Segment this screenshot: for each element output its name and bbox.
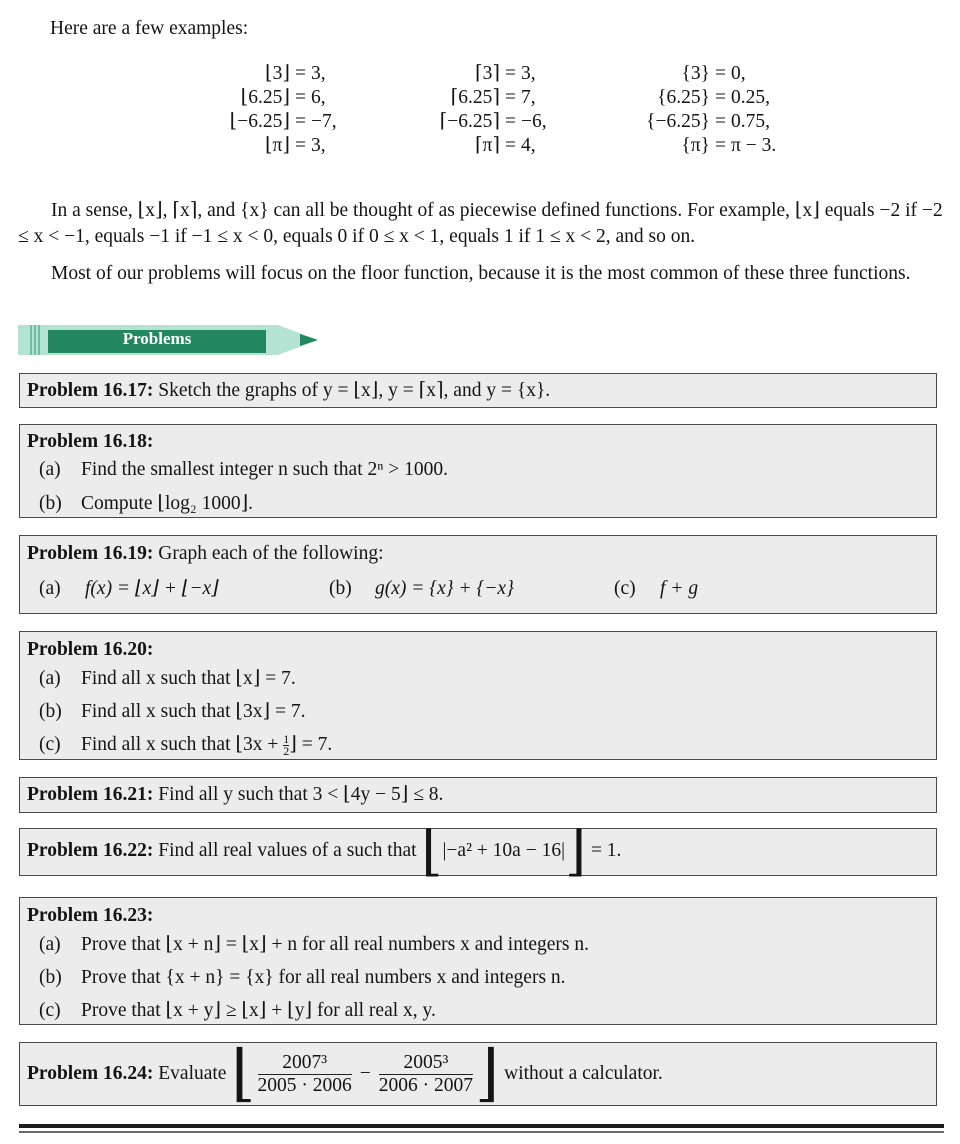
- problems-banner-label: Problems: [122, 329, 192, 348]
- equals-sign: =: [715, 111, 726, 132]
- part-text: [81, 730, 332, 759]
- part-label: (c): [39, 1000, 61, 1021]
- example-rhs: 3,: [521, 63, 536, 84]
- paragraph-piecewise-line1: In a sense, ⌊x⌋, ⌈x⌉, and {x} can all be thought of as piecewise defined functions. For example, ⌊x⌋: [51, 200, 820, 221]
- example-row: [400, 62, 547, 86]
- intro-text: Here are a few examples:: [50, 18, 249, 39]
- problem-16-20: [19, 631, 937, 760]
- fraction-denominator: 2005 · 2006: [257, 1074, 352, 1096]
- problem-part-a: [27, 664, 929, 693]
- problems-banner: [18, 323, 323, 357]
- part-label: (a): [39, 668, 61, 689]
- problem-number: Problem 16.22:: [27, 840, 154, 861]
- part-label: (b): [329, 578, 352, 599]
- problem-text: Find all real values of a such that: [158, 840, 417, 861]
- example-row: [590, 86, 776, 110]
- fractional-part-examples: [590, 62, 776, 158]
- problem-text-post: = 1.: [590, 840, 622, 861]
- part-text: g(x) = {x} + {−x}: [375, 578, 514, 599]
- example-row: [400, 134, 547, 158]
- fraction-1: [258, 1052, 352, 1097]
- example-lhs: {3}: [681, 63, 710, 84]
- problem-part-c: [27, 730, 929, 759]
- equals-sign: =: [715, 63, 726, 84]
- example-row: [200, 86, 337, 110]
- problem-text: Graph each of the following:: [158, 543, 384, 564]
- problem-part-b: [27, 490, 929, 518]
- problem-number: Problem 16.20:: [27, 639, 154, 660]
- part-text: f(x) = ⌊x⌋ + ⌊−x⌋: [85, 578, 219, 599]
- problem-part-a: [39, 574, 329, 604]
- example-rhs: π − 3.: [731, 135, 777, 156]
- problem-expression: |−a² + 10a − 16|: [442, 840, 565, 861]
- floor-bracket-left: ⌊: [421, 821, 443, 882]
- example-rhs: 7,: [521, 87, 536, 108]
- problem-part-c: [27, 996, 929, 1025]
- paragraph-piecewise-line2: equals −2 if −2 ≤ x < −1, equals −1 if −1 ≤ x < 0, equals 0 if 0 ≤ x < 1, equals 1 if 1 ≤ x < 2, and so on.: [18, 200, 943, 247]
- fraction-denominator: 2006 · 2007: [378, 1074, 474, 1096]
- paragraph-floor-focus: [18, 261, 948, 287]
- problem-16-23: [19, 897, 937, 1025]
- problem-text-post: without a calculator.: [504, 1063, 663, 1084]
- fraction-numerator: 1: [283, 732, 290, 747]
- example-rhs: 0.25,: [731, 87, 770, 108]
- problem-parts: [27, 574, 929, 604]
- example-rhs: 6,: [311, 87, 326, 108]
- part-label: (a): [39, 459, 61, 480]
- floor-bracket-right: ⌋: [475, 1040, 500, 1108]
- part-text: Find all x such that ⌊x⌋ = 7.: [81, 668, 296, 689]
- equals-sign: =: [505, 111, 516, 132]
- problem-16-17: [19, 373, 937, 408]
- example-row: [200, 134, 337, 158]
- problem-text: Find all y such that 3 < ⌊4y − 5⌋ ≤ 8.: [158, 784, 444, 805]
- part-text: Prove that {x + n} = {x} for all real numbers x and integers n.: [81, 967, 566, 988]
- equals-sign: =: [295, 63, 306, 84]
- fraction-2: [379, 1052, 473, 1097]
- paragraph-floor-focus-line2: functions.: [833, 263, 911, 284]
- part-text: Compute ⌊log₂ 1000⌋.: [81, 493, 254, 514]
- section-divider-thin: [19, 1131, 944, 1133]
- floor-bracket-right: ⌋: [564, 821, 587, 882]
- ceiling-examples: [400, 62, 547, 158]
- equals-sign: =: [295, 111, 306, 132]
- part-text: f + g: [660, 578, 699, 599]
- example-rhs: 3,: [311, 63, 326, 84]
- problem-16-21: [19, 777, 937, 813]
- problem-part-a: [27, 930, 929, 959]
- problem-part-c: [614, 574, 698, 604]
- section-divider-thick: [19, 1124, 944, 1128]
- part-label: (b): [39, 701, 62, 722]
- problem-16-22: [19, 821, 937, 882]
- example-lhs: ⌊6.25⌋: [240, 87, 290, 108]
- example-row: [400, 110, 547, 134]
- example-lhs: ⌊−6.25⌋: [229, 111, 290, 132]
- minus-sign: −: [359, 1063, 371, 1084]
- example-rhs: 4,: [521, 135, 536, 156]
- fraction-numerator: 2005³: [379, 1052, 473, 1075]
- floor-examples: [200, 62, 337, 158]
- example-row: [200, 110, 337, 134]
- problem-number: Problem 16.17:: [27, 380, 154, 401]
- equals-sign: =: [715, 135, 726, 156]
- part-label: (b): [39, 493, 62, 514]
- problem-16-18: [19, 424, 937, 518]
- part-label: (a): [39, 934, 61, 955]
- floor-bracket-left: ⌊: [231, 1040, 256, 1108]
- example-lhs: ⌈3⌉: [475, 63, 500, 84]
- part-text: Prove that ⌊x + y⌋ ≥ ⌊x⌋ + ⌊y⌋ for all real x, y.: [81, 1000, 436, 1021]
- problem-16-19: [19, 535, 937, 614]
- example-rhs: 0,: [731, 63, 746, 84]
- equals-sign: =: [295, 135, 306, 156]
- part-label: (a): [39, 578, 61, 599]
- part-label: (c): [39, 734, 61, 755]
- example-row: [590, 110, 776, 134]
- problem-number: Problem 16.23:: [27, 905, 154, 926]
- example-row: [590, 134, 776, 158]
- problem-text: Sketch the graphs of y = ⌊x⌋, y = ⌈x⌉, and y = {x}.: [158, 380, 551, 401]
- equals-sign: =: [505, 63, 516, 84]
- example-lhs: ⌊3⌋: [265, 63, 290, 84]
- paragraph-floor-focus-line1: Most of our problems will focus on the floor function, because it is the most common of these three: [51, 263, 829, 284]
- paragraph-piecewise: [18, 198, 948, 250]
- example-row: [200, 62, 337, 86]
- part-text: Prove that ⌊x + n⌋ = ⌊x⌋ + n for all real numbers x and integers n.: [81, 934, 590, 955]
- part-text: Find all x such that ⌊3x⌋ = 7.: [81, 701, 306, 722]
- example-lhs: {π}: [681, 135, 710, 156]
- example-lhs: ⌈6.25⌉: [450, 87, 500, 108]
- problem-part-b: [27, 963, 929, 992]
- problem-number: Problem 16.18:: [27, 431, 154, 452]
- equals-sign: =: [295, 87, 306, 108]
- problem-16-24: [19, 1042, 937, 1106]
- example-row: [590, 62, 776, 86]
- problem-number: Problem 16.24:: [27, 1063, 154, 1084]
- example-rhs: 3,: [311, 135, 326, 156]
- part-text-pre: Find all x such that ⌊3x +: [81, 734, 284, 755]
- example-lhs: {−6.25}: [646, 111, 710, 132]
- equals-sign: =: [505, 135, 516, 156]
- example-rhs: −6,: [521, 111, 547, 132]
- problem-part-a: [27, 456, 929, 484]
- example-rhs: 0.75,: [731, 111, 770, 132]
- example-lhs: {6.25}: [657, 87, 710, 108]
- equals-sign: =: [505, 87, 516, 108]
- example-lhs: ⌈−6.25⌉: [439, 111, 500, 132]
- problem-number: Problem 16.19:: [27, 543, 154, 564]
- problem-text: Evaluate: [158, 1063, 227, 1084]
- fraction-denominator: 2: [283, 744, 290, 759]
- part-text-post: ⌋ = 7.: [289, 734, 333, 755]
- equals-sign: =: [715, 87, 726, 108]
- part-text: Find the smallest integer n such that 2ⁿ > 1000.: [81, 459, 449, 480]
- example-row: [400, 86, 547, 110]
- problem-part-b: [329, 574, 614, 604]
- part-label: (c): [614, 578, 636, 599]
- example-lhs: ⌊π⌋: [264, 135, 290, 156]
- problem-number: Problem 16.21:: [27, 784, 154, 805]
- problem-part-b: [27, 697, 929, 726]
- part-label: (b): [39, 967, 62, 988]
- example-rhs: −7,: [311, 111, 337, 132]
- fraction-numerator: 2007³: [258, 1052, 352, 1075]
- example-lhs: ⌈π⌉: [474, 135, 500, 156]
